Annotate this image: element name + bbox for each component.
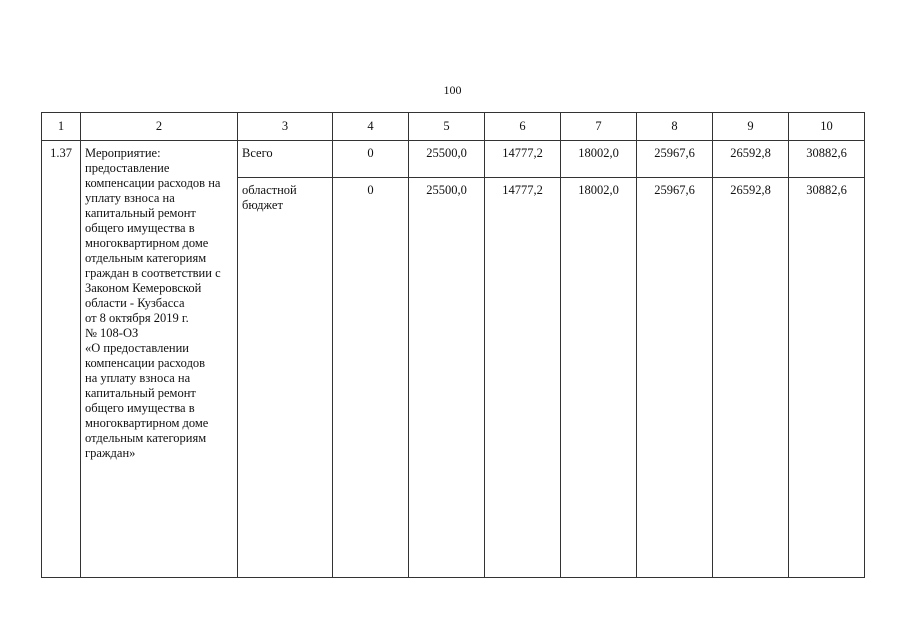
- table-cell: 0: [333, 178, 409, 578]
- description-line: Законом Кемеровской: [85, 281, 202, 295]
- description-line: Мероприятие:: [85, 146, 161, 160]
- description-line: общего имущества в: [85, 401, 195, 415]
- table-cell: 0: [333, 141, 409, 178]
- description-line: отдельным категориям: [85, 251, 207, 265]
- description-line: отдельным категориям: [85, 431, 207, 445]
- column-header: 3: [238, 113, 333, 141]
- funding-source-regional: [238, 178, 333, 578]
- table-cell: 25967,6: [637, 141, 713, 178]
- description-line: на уплату взноса на: [85, 371, 191, 385]
- description-line: «О предоставлении: [85, 341, 189, 355]
- description-line: компенсации расходов: [85, 356, 206, 370]
- table-cell: 14777,2: [485, 178, 561, 578]
- funding-source-line: областной: [242, 183, 297, 197]
- column-header: 7: [561, 113, 637, 141]
- column-header: 2: [81, 113, 238, 141]
- description-line: многоквартирном доме: [85, 236, 209, 250]
- page-number: 100: [443, 83, 462, 97]
- table-cell: 25500,0: [409, 178, 485, 578]
- table-cell: 26592,8: [713, 178, 789, 578]
- description-line: уплату взноса на: [85, 191, 175, 205]
- table-cell: 25500,0: [409, 141, 485, 178]
- description-line: общего имущества в: [85, 221, 195, 235]
- table-row-total: [42, 141, 865, 178]
- description-line: граждан в соответствии с: [85, 266, 221, 280]
- funding-source-line: Всего: [242, 146, 273, 160]
- item-number: 1.37: [42, 141, 81, 578]
- table-cell: 25967,6: [637, 178, 713, 578]
- table-cell: 18002,0: [561, 141, 637, 178]
- table-cell: 14777,2: [485, 141, 561, 178]
- table-cell: 18002,0: [561, 178, 637, 578]
- table-cell: 30882,6: [789, 141, 865, 178]
- column-header: 10: [789, 113, 865, 141]
- description-line: граждан»: [85, 446, 136, 460]
- column-header: 5: [409, 113, 485, 141]
- column-header: 1: [42, 113, 81, 141]
- column-header: 8: [637, 113, 713, 141]
- column-header: 6: [485, 113, 561, 141]
- funding-source-line: бюджет: [242, 198, 283, 212]
- table-cell: 26592,8: [713, 141, 789, 178]
- description-line: № 108-ОЗ: [85, 326, 139, 340]
- budget-table: [41, 112, 865, 578]
- description-line: предоставление: [85, 161, 170, 175]
- description-line: капитальный ремонт: [85, 206, 196, 220]
- description-line: капитальный ремонт: [85, 386, 196, 400]
- table-header-row: [42, 113, 865, 141]
- description-line: от 8 октября 2019 г.: [85, 311, 189, 325]
- table-cell: 30882,6: [789, 178, 865, 578]
- funding-source-total: [238, 141, 333, 178]
- description-line: многоквартирном доме: [85, 416, 209, 430]
- item-description: [81, 141, 238, 578]
- column-header: 4: [333, 113, 409, 141]
- column-header: 9: [713, 113, 789, 141]
- description-line: области - Кузбасса: [85, 296, 185, 310]
- description-line: компенсации расходов на: [85, 176, 221, 190]
